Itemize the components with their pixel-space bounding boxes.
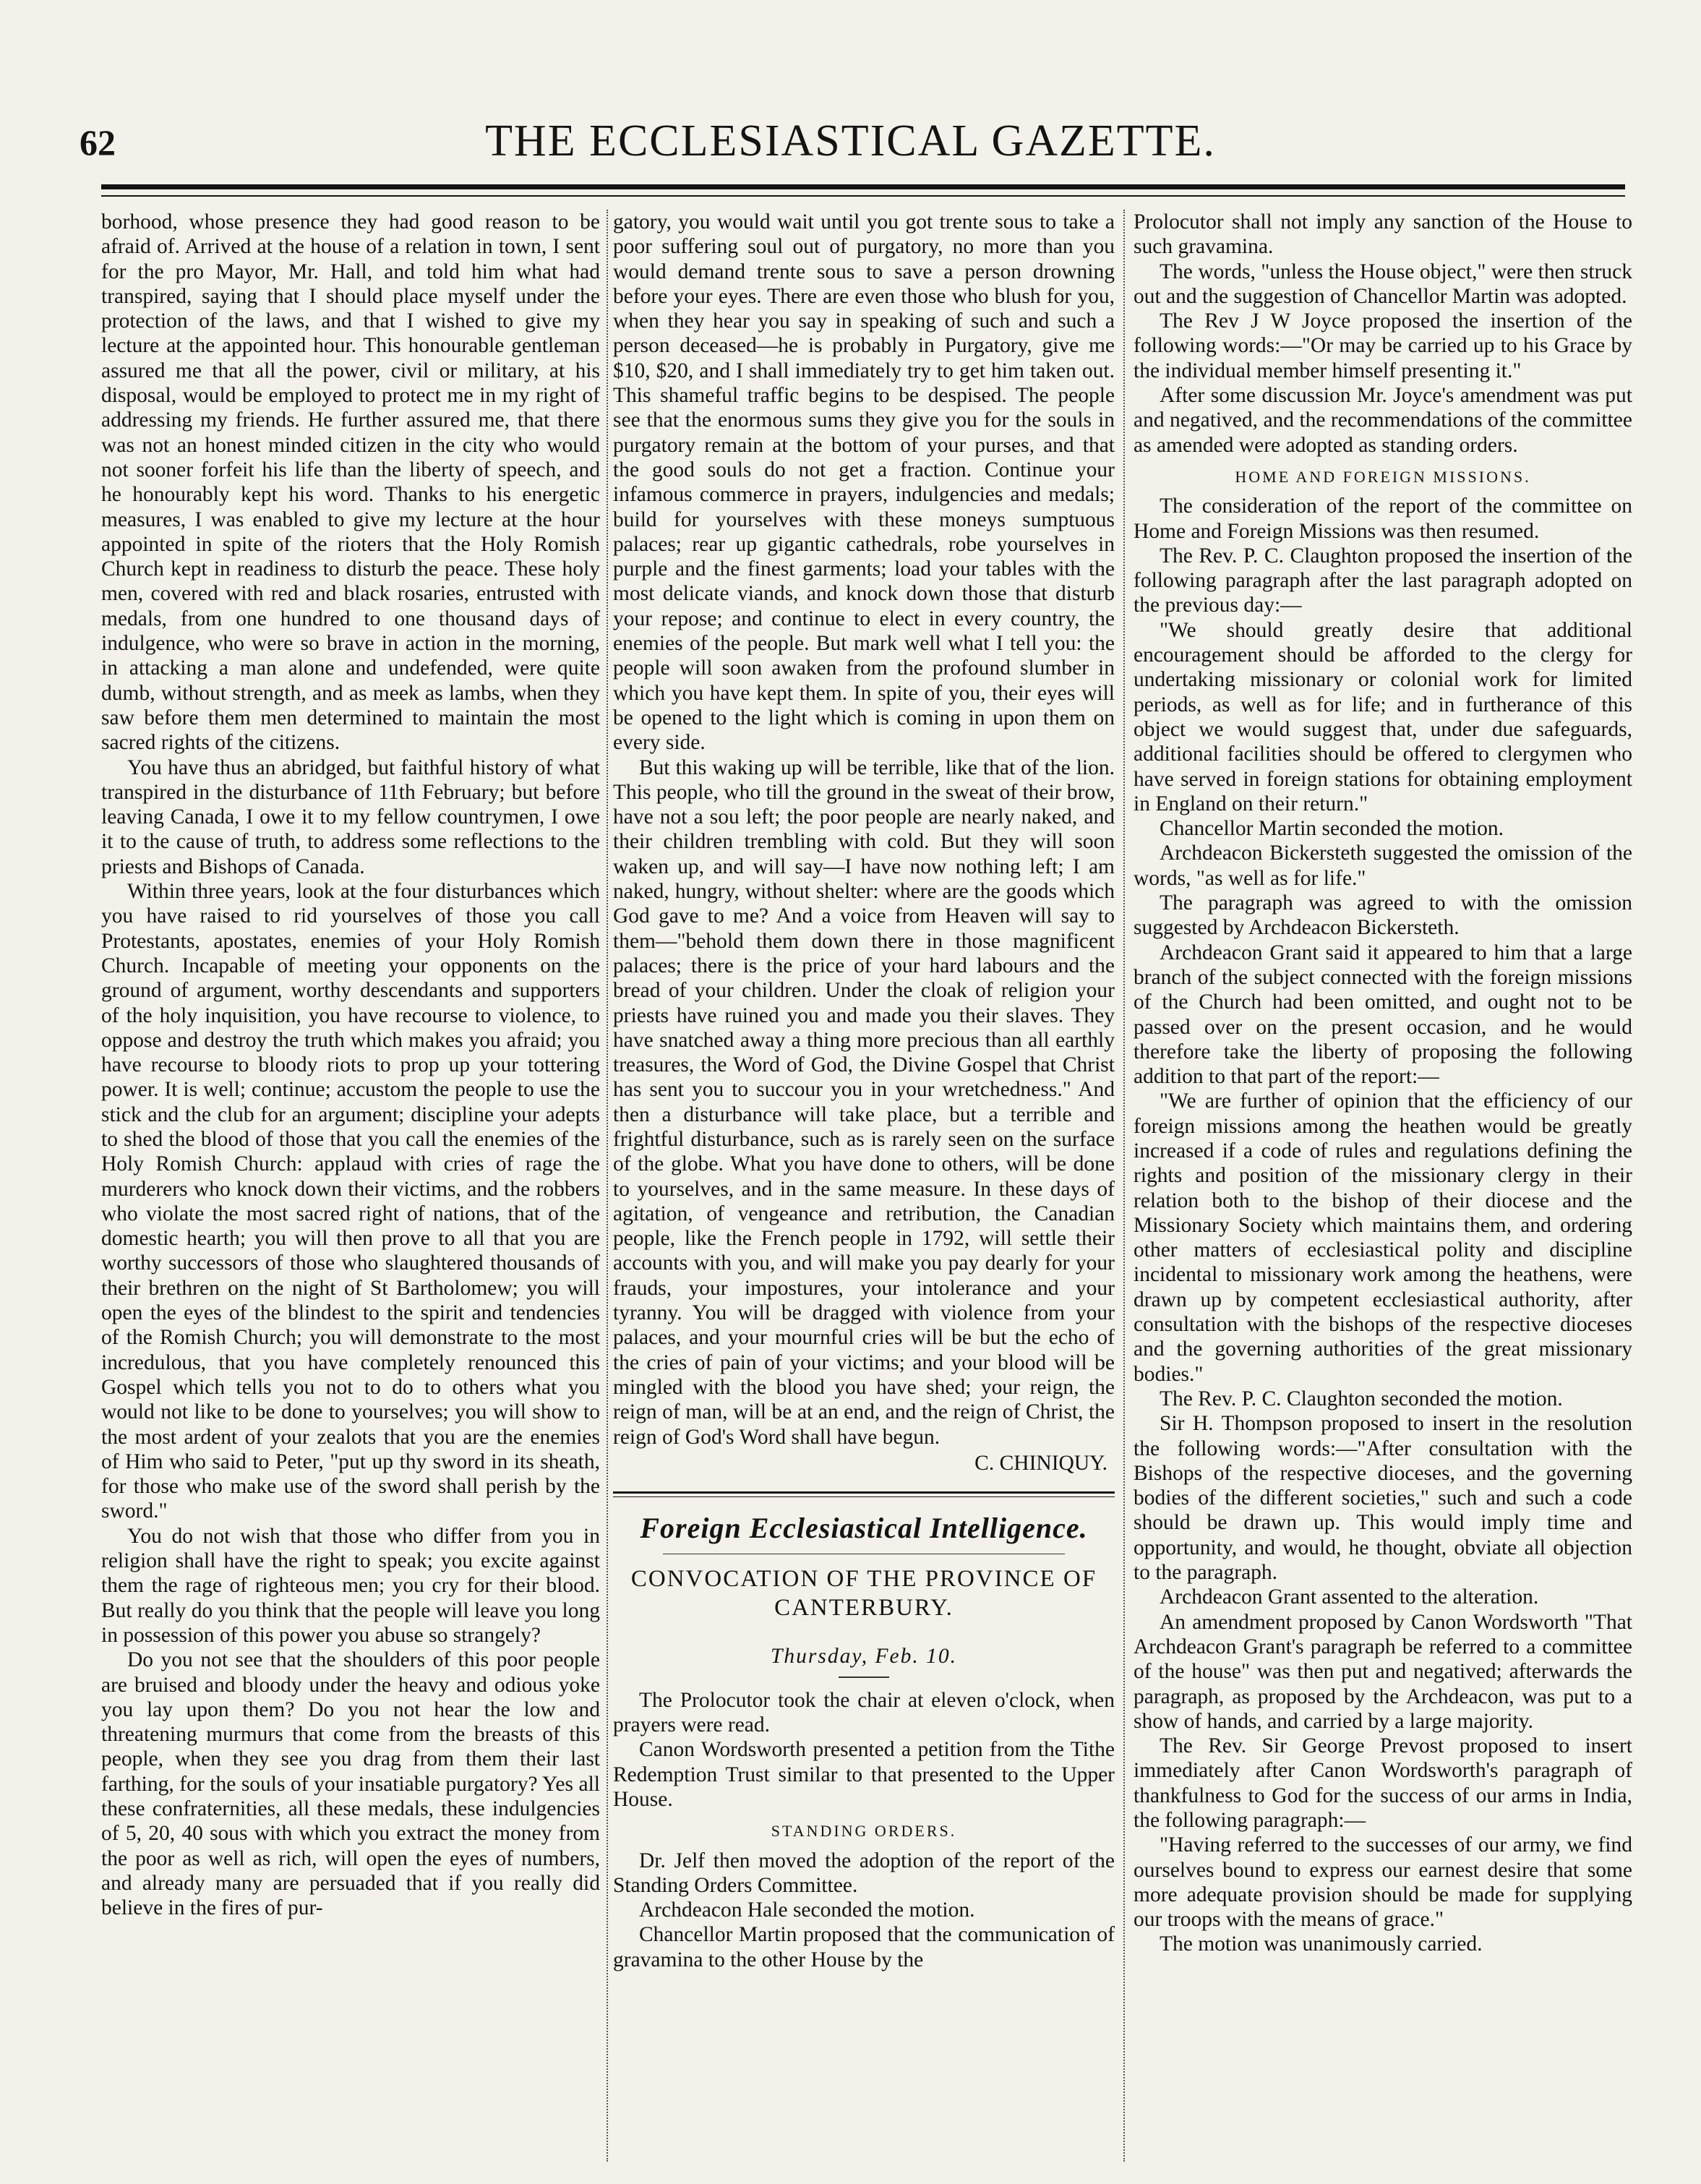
column-1 [101, 210, 600, 2162]
paragraph: Sir H. Thompson proposed to insert in the resolution the following words:—"After consultation with the Bishops of the respective dioceses, and the governing bodies of the different societies," such and such a code should be drawn up. This would imply time and opportunity, and would, he thought, obviate all objection to the paragraph. [1134, 1412, 1632, 1585]
paragraph: Dr. Jelf then moved the adoption of the report of the Standing Orders Committee. [613, 1849, 1115, 1897]
paragraph: Canon Wordsworth presented a petition from the Tithe Redemption Trust similar to that presented to the Upper House. [613, 1738, 1115, 1811]
section-banner: Foreign Ecclesiastical Intelligence. [640, 1512, 1088, 1545]
masthead [80, 108, 1621, 174]
column-separator [607, 210, 608, 2162]
paragraph: Prolocutor shall not imply any sanction of the House to such gravamina. [1134, 210, 1632, 259]
paragraph: "We are further of opinion that the efficiency of our foreign missions among the heathen would be greatly increased if a code of rules and regulations defining the rights and position of the missionary clergy in their relation both to the bishop of their diocese and the Missionary Society which maintains them, and ordering other matters of ecclesiastical polity and discipline incidental to missionary work among the heathens, were drawn up by competent ecclesiastical authority, after consultation with the bishops of the respective dioceses and the governing authorities of the great missionary bodies." [1134, 1089, 1632, 1386]
paragraph: You have thus an abridged, but faithful history of what transpired in the disturbance of 11th February; but before leaving Canada, I owe it to my fellow countrymen, I owe it to the cause of truth, to address some reflections to the priests and Bishops of Canada. [101, 755, 600, 878]
column-2 [613, 210, 1115, 2162]
paragraph: Within three years, look at the four disturbances which you have raised to rid yourselves of those you call Protestants, apostates, enemies of your Holy Romish Church. Incapable of meeting your opponents on the ground of argument, worthy descendants and supporters of the holy inquisition, you have recourse to violence, to oppose and destroy the truth which makes you afraid; you have recourse to bloody riots to prop up your tottering power. It is well; continue; accustom the people to use the stick and the club for an argument; discipline your adepts to shed the blood of those that you call the enemies of the Holy Romish Church: applaud with cries of rage the murderers who knock down their victims, and the robbers who violate the most sacred right of nations, that of the domestic hearth; you will then prove to all that you are worthy successors of those who slaughtered thousands of their brethren on the night of St Bartholomew; you will open the eyes of the blindest to the spirit and tendencies of the Romish Church; you will demonstrate to the most incredulous, that you have completely renounced this Gospel which tells you not to do to others what you would not like to be done to yourselves; you will show to the most ardent of your zealots that you are the enemies of Him who said to Peter, "put up thy sword in its sheath, for those who make use of the sword shall perish by the sword." [101, 880, 600, 1523]
paragraph: The Rev. P. C. Claughton proposed the insertion of the following paragraph after the last paragraph adopted on the previous day:— [1134, 544, 1632, 617]
paragraph: The words, "unless the House object," were then struck out and the suggestion of Chancellor Martin was adopted. [1134, 260, 1632, 308]
header-rule-thin [101, 195, 1625, 197]
column-3 [1134, 210, 1632, 2162]
paragraph: Archdeacon Bickersteth suggested the omission of the words, "as well as for life." [1134, 842, 1632, 890]
section-divider [613, 1491, 1115, 1497]
column-separator [1123, 210, 1125, 2162]
paragraph: The Rev. P. C. Claughton seconded the motion. [1160, 1387, 1563, 1410]
paragraph: The motion was unanimously carried. [1160, 1932, 1483, 1956]
paragraph: "Having referred to the successes of our army, we find ourselves bound to express our earnest desire that some more adequate provision should be made for supplying our troops with the means of grace." [1134, 1833, 1632, 1932]
paragraph: Chancellor Martin proposed that the communication of gravamina to the other House by the [613, 1923, 1115, 1971]
paragraph: The paragraph was agreed to with the omission suggested by Archdeacon Bickersteth. [1134, 891, 1632, 940]
subheading: HOME AND FOREIGN MISSIONS. [1235, 467, 1531, 486]
paragraph: Archdeacon Hale seconded the motion. [639, 1898, 975, 1922]
paragraph: The Rev. Sir George Prevost proposed to insert immediately after Canon Wordsworth's paragraph of thankfulness to God for the success of our arms in India, the following paragraph:— [1134, 1734, 1632, 1832]
paragraph: The Rev J W Joyce proposed the insertion of the following words:—"Or may be carried up to his Grace by the individual member himself presenting it." [1134, 309, 1632, 382]
header-rule-thick [101, 184, 1625, 189]
date-line: Thursday, Feb. 10. [770, 1645, 958, 1669]
signature: C. CHINIQUY. [974, 1451, 1107, 1475]
paragraph: After some discussion Mr. Joyce's amendment was put and negatived, and the recommendations of the committee as amended were adopted as standing orders. [1134, 384, 1632, 457]
paragraph: The Prolocutor took the chair at eleven o'clock, when prayers were read. [613, 1688, 1115, 1737]
paragraph: Do you not see that the shoulders of this poor people are bruised and bloody under the heavy and odious yoke you lay upon them? Do you not hear the low and threatening murmurs that come from the breasts of this people, when they see you drag from them their last farthing, for the souls of your insatiable purgatory? Yes all these confraternities, all these medals, these indulgencies of 5, 20, 40 sous with which you extract the money from the poor as well as rich, will open the eyes of numbers, and already many are persuaded that if you really did believe in the fires of pur- [101, 1648, 600, 1920]
page-title: THE ECCLESIASTICAL GAZETTE. [485, 116, 1216, 166]
paragraph: An amendment proposed by Canon Wordsworth "That Archdeacon Grant's paragraph be referred to a committee of the house" was then put and negatived; afterwards the paragraph, as proposed by the Archdeacon, was put to a show of hands, and carried by a large majority. [1134, 1610, 1632, 1733]
subheading: STANDING ORDERS. [771, 1822, 957, 1841]
paragraph: Archdeacon Grant assented to the alteration. [1160, 1585, 1539, 1609]
convocation-heading: CONVOCATION OF THE PROVINCE OF CANTERBURY. [630, 1566, 1097, 1622]
paragraph: You do not wish that those who differ from you in religion shall have the right to speak; you excite against them the rage of righteous men; you cry for their blood. But really do you think that the people will leave you long in possession of this power you abuse so strangely? [101, 1524, 600, 1647]
paragraph: gatory, you would wait until you got trente sous to take a poor suffering soul out of purgatory, no more than you would demand trente sous to save a person drowning before your eyes. There are even those who blush for you, when they hear you say in speaking of such and such a person deceased—he is probably in Purgatory, give me $10, $20, and I shall immediately try to get him taken out. This shameful traffic begins to be despised. The people see that the enormous sums they give you for the souls in purgatory remain at the bottom of your purses, and that the good souls do not get a fraction. Continue your infamous commerce in prayers, indulgencies and medals; build for yourselves with these moneys sumptuous palaces; rear up gigantic cathedrals, robe yourselves in purple and the finest garments; load your tables with the most delicate viands, and knock down those that disturb your repose; and continue to elect in every country, the enemies of the people. But mark well what I tell you: the people will soon awaken from the profound slumber in which you have kept them. In spite of you, their eyes will be opened to the light which is coming in upon them on every side. [613, 210, 1115, 755]
paragraph: But this waking up will be terrible, like that of the lion. This people, who till the ground in the sweat of their brow, have not a sou left; the poor people are nearly naked, and their children trembling with cold. But they will soon waken up, and will say—I have now nothing left; I am naked, hungry, without shelter: where are the goods which God gave to me? And a voice from Heaven will say to them—"behold them down there in those magnificent palaces; there is the price of your hard labours and the bread of your children. Under the cloak of religion your priests have ruined you and made you their slaves. They have snatched away a thing more precious than all earthly treasures, the Word of God, the Divine Gospel that Christ has sent you to succour you in your wretchedness." And then a disturbance will take place, but a terrible and frightful disturbance, such as is rarely seen on the surface of the globe. What you have done to others, will be done to yourselves, and in the same measure. In these days of agitation, of vengeance and retribution, the Canadian people, like the French people in 1792, will settle their accounts with you, and will make you pay dearly for your frauds, your impostures, your intolerance and your tyranny. You will be dragged with violence from your palaces, and your mournful cries will be but the echo of the cries of pain of your victims; and your blood will be mingled with the blood you have shed; your reign, the reign of man, will be at an end, and the reign of Christ, the reign of God's Word shall have begun. [613, 755, 1115, 1449]
paragraph: borhood, whose presence they had good reason to be afraid of. Arrived at the house of a relation in town, I sent for the pro Mayor, Mr. Hall, and told him what had transpired, saying that I should place myself under the protection of the laws, and that I wished to give my lecture at the appointed hour. This honourable gentleman assured me that all the power, civil or military, at his disposal, would be employed to protect me in my right of addressing my friends. He further assured me, that there was not an honest minded citizen in the city who would not sooner forfeit his life than the liberty of speech, and he honourably kept his word. Thanks to his energetic measures, I was enabled to give my lecture at the hour appointed in spite of the rioters that the Holy Romish Church kept in readiness to disturb the peace. These holy men, covered with red and black rosaries, entrusted with medals, from one hundred to one thousand days of indulgence, who were so brave in action in the morning, in attacking a man alone and undefended, were quite dumb, without strength, and as meek as lambs, when they saw before them men determined to maintain the most sacred rights of the citizens. [101, 210, 600, 755]
paragraph: The consideration of the report of the committee on Home and Foreign Missions was then resumed. [1134, 494, 1632, 543]
page-number: 62 [80, 122, 116, 163]
short-rule [839, 1676, 889, 1678]
paragraph: Archdeacon Grant said it appeared to him that a large branch of the subject connected with the foreign missions of the Church had been omitted, and ought not to be passed over on the present occasion, and he would therefore take the liberty of proposing the following addition to that part of the report:— [1134, 941, 1632, 1089]
paragraph: Chancellor Martin seconded the motion. [1160, 817, 1504, 841]
paragraph: "We should greatly desire that additional encouragement should be afforded to the clergy for undertaking missionary or colonial work for limited periods, as well as for life; and in furtherance of this object we would suggest that, under due safeguards, additional facilities should be offered to clergymen who have served in foreign stations for obtaining employment in England on their return." [1134, 618, 1632, 815]
